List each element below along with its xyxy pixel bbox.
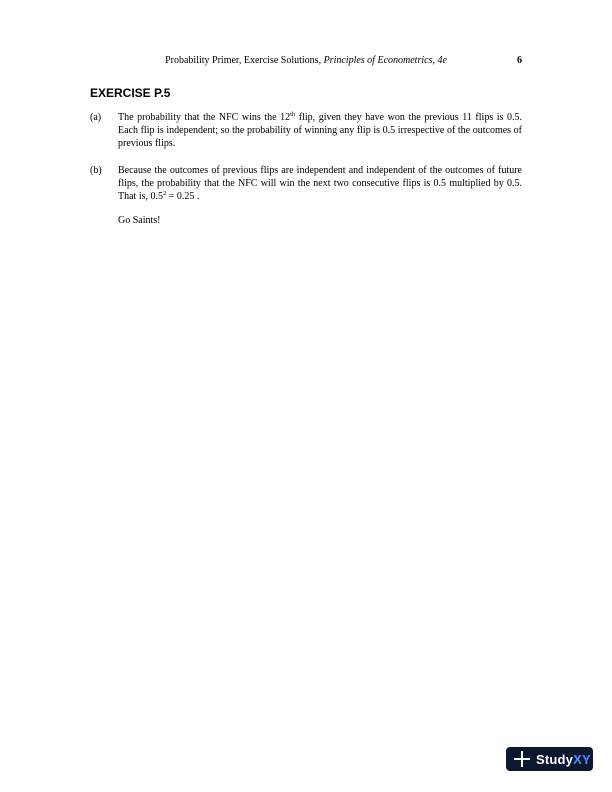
part-text-end: . <box>194 191 200 202</box>
page-number: 6 <box>517 55 522 66</box>
studyxy-badge[interactable] <box>506 747 593 771</box>
part-text <box>118 164 522 203</box>
math-base: 0.5 <box>150 191 163 202</box>
badge-brand-main: Study <box>536 751 574 767</box>
math-expression <box>151 191 195 202</box>
part-label: (a) <box>90 112 102 123</box>
math-result: = 0.25 <box>166 191 195 202</box>
exercise-title: EXERCISE P.5 <box>90 86 171 100</box>
part-text-end: flip, given they have won the previous 11 flips is 0.5. Each flip is independent; so the probability of winning any flip is 0.5 irrespective of the outcomes of previous flips. <box>118 112 522 149</box>
exercise-part-b <box>90 164 522 203</box>
part-text <box>118 111 522 150</box>
header-book-title: Principles of Econometrics, 4e <box>323 55 447 66</box>
header-title <box>90 54 522 68</box>
plus-icon <box>512 749 532 769</box>
part-text-start: The probability that the NFC wins the 12 <box>118 112 291 123</box>
page-header <box>90 54 522 68</box>
badge-brand-accent: XY <box>573 751 591 767</box>
closing-text: Go Saints! <box>118 215 161 226</box>
math-exponent: 2 <box>163 190 167 197</box>
header-text: Probability Primer, Exercise Solutions, <box>165 55 324 66</box>
superscript: th <box>290 111 296 118</box>
part-text-start: Because the outcomes of previous flips are independent and independent of the outcomes of future flips, the probability that the NFC will win the next two consecutive flips is 0.5 multiplied by 0.5. That is, <box>118 165 522 202</box>
part-label: (b) <box>90 165 102 176</box>
badge-brand <box>536 752 591 767</box>
exercise-part-a <box>90 111 522 150</box>
